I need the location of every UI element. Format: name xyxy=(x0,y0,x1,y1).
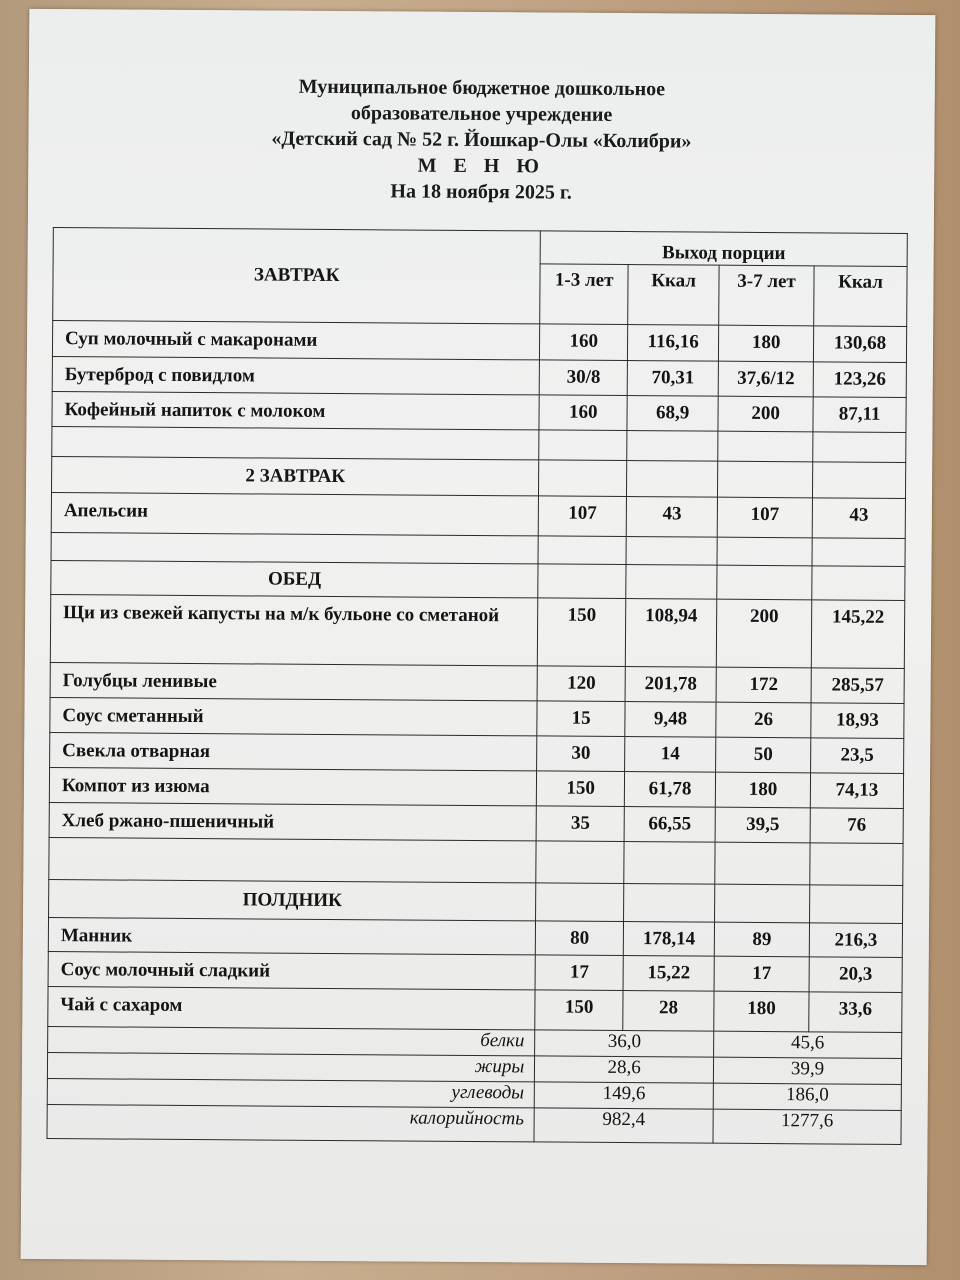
age-3-7-heading: 3-7 лет xyxy=(719,265,814,326)
nutrient-value-3-7: 186,0 xyxy=(713,1083,901,1110)
empty-cell xyxy=(538,536,626,565)
kcal-1-3: 28 xyxy=(623,991,714,1032)
kcal-1-3: 178,14 xyxy=(623,922,714,957)
empty-cell xyxy=(536,841,624,884)
portion-3-7: 180 xyxy=(715,772,810,808)
empty-cell xyxy=(624,842,715,885)
dish-name: Чай с сахаром xyxy=(48,987,536,1030)
portion-3-7: 50 xyxy=(716,737,811,773)
menu-row xyxy=(49,803,903,844)
dish-name: Голубцы ленивые xyxy=(50,663,537,701)
portion-1-3: 80 xyxy=(536,921,624,956)
kcal-3-7: 123,26 xyxy=(813,362,906,398)
kcal-3-7: 43 xyxy=(812,498,905,539)
kcal-3-7: 23,5 xyxy=(811,738,904,774)
portion-3-7: 37,6/12 xyxy=(718,361,813,397)
nutrient-label: жиры xyxy=(47,1053,534,1082)
nutrient-value-3-7: 45,6 xyxy=(714,1031,902,1058)
empty-cell xyxy=(810,885,903,924)
breakfast-heading: ЗАВТРАК xyxy=(53,228,541,324)
portion-1-3: 150 xyxy=(535,990,623,1031)
portion-3-7: 26 xyxy=(716,702,811,738)
second-breakfast-heading: 2 ЗАВТРАК xyxy=(51,457,539,496)
empty-cell xyxy=(715,884,810,923)
portion-3-7: 39,5 xyxy=(715,807,810,843)
kcal-1-3: 9,48 xyxy=(625,702,716,738)
kcal-3-7: 87,11 xyxy=(813,397,906,433)
empty-cell xyxy=(812,566,905,601)
dish-name: Соус молочный сладкий xyxy=(48,952,535,990)
kcal-3-7: 285,57 xyxy=(811,668,904,704)
nutrient-value-1-3: 149,6 xyxy=(534,1082,713,1109)
kcal-1-3: 68,9 xyxy=(627,396,718,432)
document-header xyxy=(28,72,935,208)
dish-name: Кофейный напиток с молоком xyxy=(52,392,539,430)
kcal-2-heading: Ккал xyxy=(814,266,907,327)
kcal-1-3: 43 xyxy=(626,497,717,538)
menu-row xyxy=(51,493,905,539)
nutrient-label: углеводы xyxy=(47,1079,534,1108)
empty-cell xyxy=(718,461,813,498)
kcal-1-3: 116,16 xyxy=(628,325,719,362)
age-1-3-heading: 1-3 лет xyxy=(540,264,628,325)
portion-1-3: 160 xyxy=(540,324,628,361)
portion-1-3: 30 xyxy=(537,736,625,772)
kcal-3-7: 18,93 xyxy=(811,703,904,739)
empty-row xyxy=(49,838,903,886)
portion-1-3: 150 xyxy=(537,771,625,807)
menu-row xyxy=(50,595,904,669)
menu-row xyxy=(48,952,902,993)
nutrient-value-1-3: 982,4 xyxy=(534,1108,713,1143)
portion-3-7: 89 xyxy=(714,922,809,957)
kcal-3-7: 74,13 xyxy=(810,773,903,809)
kcal-1-3: 108,94 xyxy=(625,599,716,668)
portion-1-3: 160 xyxy=(539,395,627,431)
empty-cell xyxy=(813,432,906,463)
nutrient-label: белки xyxy=(48,1027,535,1056)
nutrient-value-1-3: 36,0 xyxy=(535,1030,714,1057)
menu-title: М Е Н Ю xyxy=(417,154,546,178)
dish-name: Манник xyxy=(48,918,535,955)
empty-cell xyxy=(536,883,624,922)
institution-line-1: Муниципальное бюджетное дошкольное xyxy=(298,75,666,101)
empty-cell xyxy=(626,565,717,600)
institution-line-3: «Детский сад № 52 г. Йошкар-Олы «Колибри» xyxy=(271,127,692,153)
portion-1-3: 120 xyxy=(537,666,625,702)
portion-1-3: 35 xyxy=(536,806,624,842)
nutrient-value-1-3: 28,6 xyxy=(535,1056,714,1083)
portion-3-7: 180 xyxy=(714,991,809,1032)
institution-line-2: образовательное учреждение xyxy=(350,102,613,126)
dish-name: Щи из свежей капусты на м/к бульоне со сметаной xyxy=(50,595,538,666)
portion-1-3: 150 xyxy=(538,598,626,667)
portion-3-7: 172 xyxy=(716,667,811,703)
kcal-3-7: 76 xyxy=(810,808,903,844)
empty-cell xyxy=(627,431,718,462)
menu-row xyxy=(50,663,904,704)
menu-row xyxy=(52,392,906,433)
menu-row xyxy=(49,768,903,809)
kcal-1-heading: Ккал xyxy=(628,265,719,326)
kcal-1-3: 70,31 xyxy=(627,361,718,397)
menu-date: На 18 ноября 2025 г. xyxy=(390,180,572,204)
portion-3-7: 107 xyxy=(717,497,812,538)
menu-row xyxy=(52,321,906,363)
empty-cell xyxy=(539,460,627,497)
portion-3-7: 200 xyxy=(716,599,811,668)
portion-3-7: 17 xyxy=(714,956,809,992)
empty-cell xyxy=(718,431,813,462)
empty-cell xyxy=(626,537,717,566)
empty-cell xyxy=(51,533,538,564)
dish-name: Компот из изюма xyxy=(49,768,536,806)
nutrient-label: калорийность xyxy=(47,1105,534,1142)
portion-1-3: 30/8 xyxy=(539,360,627,396)
portion-1-3: 17 xyxy=(535,955,623,991)
dish-name: Свекла отварная xyxy=(50,733,537,771)
portion-1-3: 15 xyxy=(537,701,625,737)
dish-name: Соус сметанный xyxy=(50,698,537,736)
dish-name: Бутерброд с повидлом xyxy=(52,357,539,395)
dish-name: Суп молочный с макаронами xyxy=(52,321,540,360)
kcal-1-3: 66,55 xyxy=(624,807,715,843)
dish-name: Апельсин xyxy=(51,493,539,536)
kcal-1-3: 201,78 xyxy=(625,667,716,703)
empty-cell xyxy=(539,430,627,461)
empty-cell xyxy=(538,564,626,599)
empty-cell xyxy=(715,842,810,885)
empty-cell xyxy=(49,838,537,883)
kcal-3-7: 130,68 xyxy=(813,326,906,363)
portion-heading: Выход порции xyxy=(540,231,907,267)
empty-cell xyxy=(717,537,812,566)
nutrient-value-3-7: 1277,6 xyxy=(713,1109,901,1144)
empty-cell xyxy=(812,538,905,567)
kcal-1-3: 15,22 xyxy=(623,956,714,992)
portion-3-7: 180 xyxy=(719,325,814,362)
menu-row xyxy=(48,987,902,1033)
kcal-3-7: 145,22 xyxy=(811,600,904,669)
empty-cell xyxy=(624,884,715,923)
empty-cell xyxy=(627,461,718,498)
nutrition-row xyxy=(47,1105,901,1145)
portion-1-3: 107 xyxy=(538,496,626,537)
section-row xyxy=(51,457,905,499)
portion-3-7: 200 xyxy=(718,396,813,432)
kcal-3-7: 33,6 xyxy=(809,992,902,1033)
kcal-1-3: 14 xyxy=(625,737,716,773)
lunch-heading: ОБЕД xyxy=(51,561,538,598)
empty-cell xyxy=(810,843,903,886)
nutrient-value-3-7: 39,9 xyxy=(714,1057,902,1084)
dish-name: Хлеб ржано-пшеничный xyxy=(49,803,536,841)
menu-row xyxy=(50,698,904,739)
snack-heading: ПОЛДНИК xyxy=(49,880,537,921)
empty-cell xyxy=(813,462,906,499)
kcal-1-3: 61,78 xyxy=(624,772,715,808)
menu-row xyxy=(50,733,904,774)
section-row xyxy=(49,880,903,924)
empty-cell xyxy=(717,565,812,600)
menu-sheet xyxy=(21,9,936,1265)
menu-row xyxy=(52,357,906,398)
empty-cell xyxy=(52,427,539,460)
menu-table xyxy=(46,227,907,1145)
kcal-3-7: 216,3 xyxy=(809,923,902,958)
kcal-3-7: 20,3 xyxy=(809,957,902,993)
